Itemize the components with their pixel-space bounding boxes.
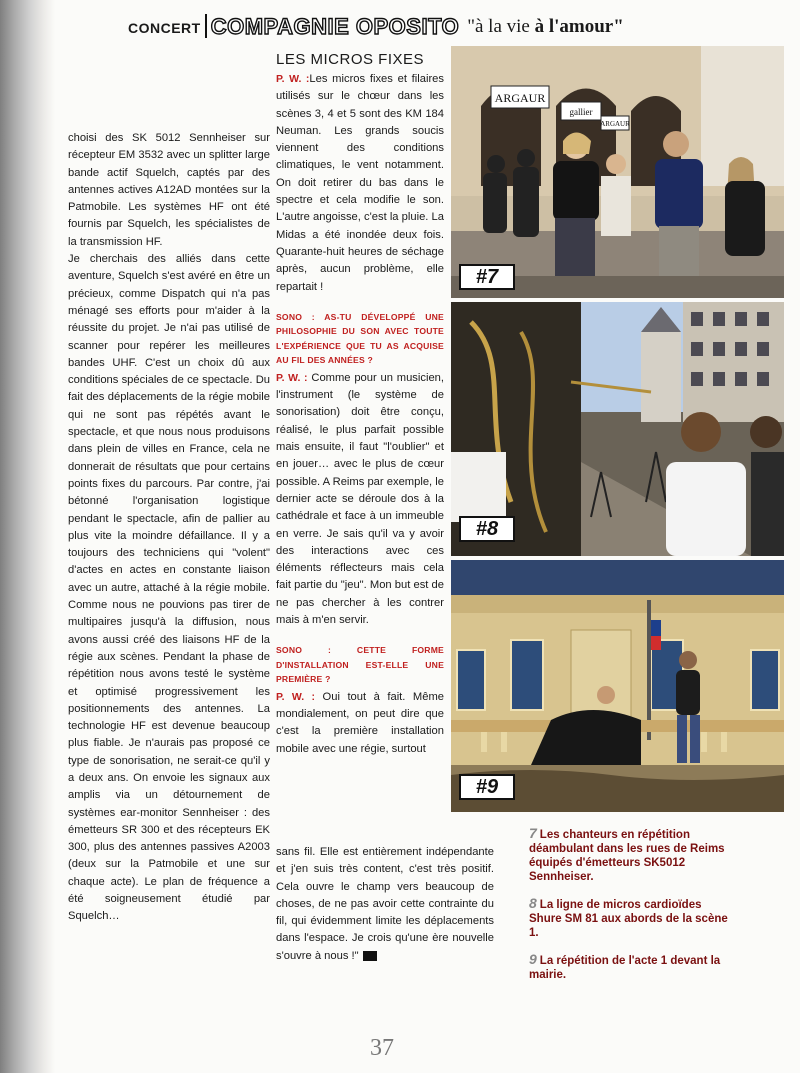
col1-paragraph-1: choisi des SK 5012 Sennheiser sur récepteur EM 3532 avec un splitter large bande actif Squelch, captés par des antennes actives A12AD montées sur la Patmobile. Les systèmes HF ont été fournis par Squelch, les spécialistes de la transmission HF. <box>68 132 270 248</box>
answer-3-wide-text: sans fil. Elle est entièrement indépendante et j'en suis très content, c'est très positif. Cela ouvre le champ vers beaucoup de choses, de ne pas avoir cette contrainte du fil, qui évidemment limite les déplacements dans l'espace. Je crois qu'une ère nouvelle s'ouvre à nous !" <box>276 846 494 962</box>
question-3-text: CETTE FORME D'INSTALLATION EST-ELLE UNE PREMIÈRE ? <box>276 645 444 685</box>
col1-paragraph-2: Je cherchais des alliés dans cette aventure, Squelch s'est avéré en être un précieux, comme Dispatch qui n'a pas ménagé ses efforts pour m'aider à la réussite du projet. Je n'ai pas utilisé de scanner pour repérer les meilleures bandes UHF. C'est un choix dû aux conditions spéciales de ce spectacle. Du fait des déplacements de la régie mobile qui ne sont pas répétés avant le spectacle, et que nous nous produisons dans plein de villes en France, cela ne donnerait de résultats que pour certains points fixes du parcours. Par contre, j'ai bétonné l'organisation logistique pendant le spectacle, afin de pallier au plus vite la moindre défaillance. Il y a toujours des techniciens qui "volent" d'actes en actes en constante liaison avec un autre, attaché à la régie mobile. Comme nous ne pouvions pas tirer de multipaires jusqu'à la diffusion, nous avons aussi créé des liaisons HF de la régie aux scènes. Pendant la phase de répétition nous avons testé le système et optimisé progressivement les positionnements des antennes. La technologie HF est devenue beaucoup plus fiable. Je n'aurais pas proposé ce type de sonorisation, ne serait-ce qu'il y a deux ans. On envoie les signaux aux amplis via un détournement de systèmes ear-monitor Sennheiser : des émetteurs SR 300 et des récepteurs EK 300, plus des antennes passives A2003 (deux sur la Patmobile et une sur chaque acte). Le plan de fréquence a été soigneusement étudié par Squelch… <box>68 253 270 923</box>
answer-2 <box>276 370 444 629</box>
question-3 <box>276 643 444 687</box>
binding-gutter <box>0 0 55 1073</box>
header-subtitle-b: à l'amour" <box>534 16 624 37</box>
section-title: LES MICROS FIXES <box>276 51 425 68</box>
header-subtitle <box>467 16 624 38</box>
question-2 <box>276 310 444 368</box>
caption-9-text: La répétition de l'acte 1 devant la mairie. <box>529 955 721 981</box>
text-column-1 <box>68 130 270 926</box>
photo-8-badge: #8 <box>459 516 515 542</box>
caption-9 <box>529 952 729 982</box>
shop-sign-1: ARGAUR <box>494 91 546 105</box>
page-header <box>128 8 788 42</box>
shop-sign-2: gallier <box>569 107 593 117</box>
answer-2-text: Comme pour un musicien, l'instrument (le système de sonorisation) doit être conçu, réalisé, le plus parfait possible mais ensuite, il faut "l'oublier" et en jouer… avec le plus de cœur possible. A Reims par exemple, le dernier acte se déroule dos à la cathédrale et face à un immeuble en verre. Je sais qu'il va y avoir des interactions avec ces éléments réflecteurs mais cela fait partie du "jeu". Mon but est de ne pas chercher à les contrer mais à m'en servir. <box>276 371 445 627</box>
speaker-label: P. W. : <box>276 73 310 85</box>
photo-7-badge: #7 <box>459 264 515 290</box>
caption-8-text: La ligne de micros cardioïdes Shure SM 81 aux abords de la scène 1. <box>529 899 728 939</box>
caption-8 <box>529 896 729 940</box>
caption-9-number: 9 <box>529 951 537 967</box>
header-section: CONCERT <box>128 20 201 36</box>
photo-7-illustration <box>451 46 784 298</box>
caption-7 <box>529 826 729 884</box>
answer-3-text: Oui tout à fait. Même mondialement, on peut dire que c'est la première installation mobile avec une régie, surtout <box>276 690 445 755</box>
caption-7-number: 7 <box>529 825 537 841</box>
question-label: SONO : <box>276 645 332 656</box>
answer-3 <box>276 689 444 758</box>
answer-1-text: Les micros fixes et filaires utilisés sur le chœur dans les scènes 3, 4 et 5 sont des KM 184 Neuman. Les grands soucis viennent des conditions climatiques, le vent notamment. On doit retirer du bas dans le spectre et cela modifie le son. L'autre angoisse, c'est la pluie. La Midas a été inondée deux fois. Quarante-huit heures de séchage après, aucun problème, elle repartait ! <box>276 73 444 293</box>
question-2-text: AS-TU DÉVELOPPÉ UNE PHILOSOPHIE DU SON AVEC TOUTE L'EXPÉRIENCE QUE TU AS ACQUISE AU FIL DES ANNÉES ? <box>276 311 444 366</box>
header-subtitle-a: "à la vie <box>467 16 530 37</box>
photo-7 <box>451 46 784 298</box>
header-company: COMPAGNIE OPOSITO <box>210 14 460 39</box>
photo-9-badge: #9 <box>459 774 515 800</box>
answer-3-continued <box>276 844 494 965</box>
captions <box>529 826 729 994</box>
page-number: 37 <box>370 1035 394 1061</box>
question-label: SONO : <box>276 311 315 322</box>
photo-8 <box>451 302 784 556</box>
header-divider <box>205 14 207 38</box>
speaker-label: P. W. : <box>276 690 315 703</box>
end-mark <box>363 951 377 961</box>
answer-1 <box>276 71 444 296</box>
caption-7-text: Les chanteurs en répétition déambulant dans les rues de Reims équipés d'émetteurs SK5012 Sennheiser. <box>529 829 725 883</box>
caption-8-number: 8 <box>529 895 537 911</box>
text-column-2 <box>276 50 444 758</box>
shop-sign-3: ARGAUR <box>600 120 630 128</box>
speaker-label: P. W. : <box>276 371 308 384</box>
photo-9 <box>451 560 784 812</box>
